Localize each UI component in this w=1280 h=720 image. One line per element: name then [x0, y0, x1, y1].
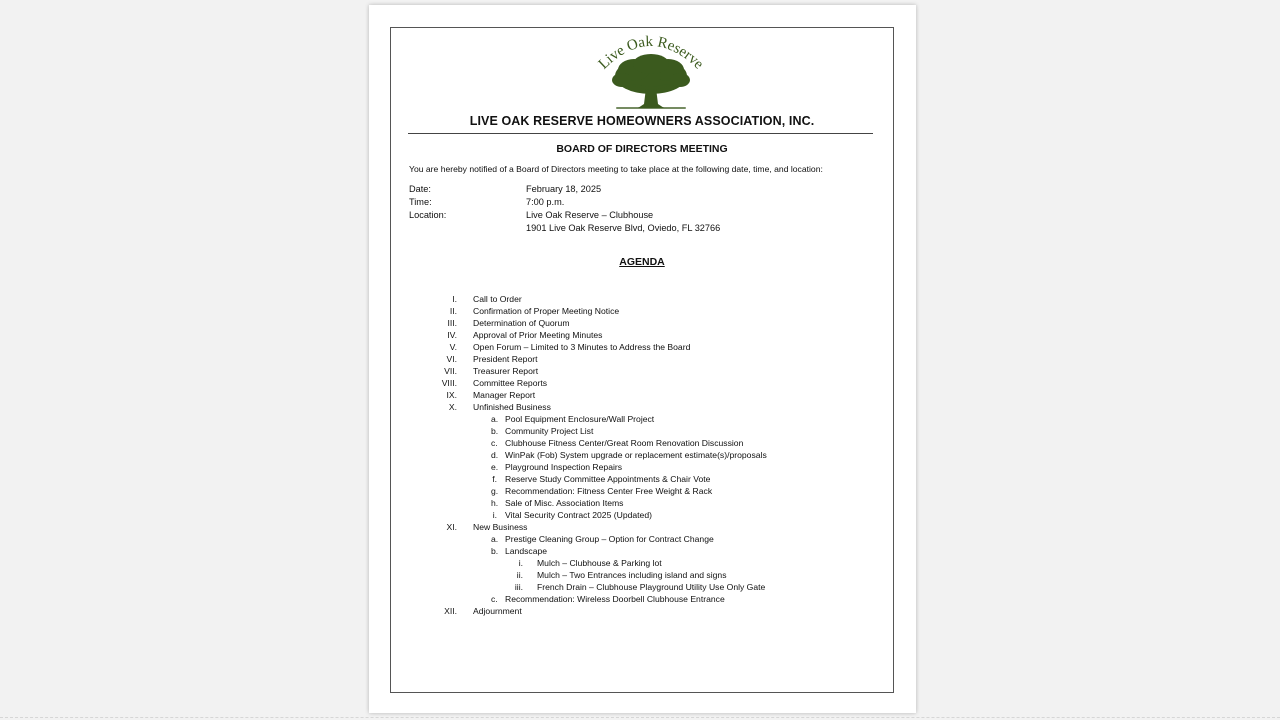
agenda-item-number: a.: [491, 414, 499, 424]
agenda-item-text: WinPak (Fob) System upgrade or replacement estimate(s)/proposals: [505, 450, 767, 460]
document-page: [369, 5, 916, 713]
agenda-item-text: Unfinished Business: [473, 402, 551, 412]
time-value: 7:00 p.m.: [526, 197, 565, 207]
agenda-item-text: Playground Inspection Repairs: [505, 462, 623, 472]
agenda-item-text: Landscape: [505, 546, 548, 556]
address-value: 1901 Live Oak Reserve Blvd, Oviedo, FL 32766: [526, 223, 721, 233]
agenda-item-number: c.: [491, 438, 498, 448]
agenda-item-text: Call to Order: [473, 294, 522, 304]
agenda-item-text: Vital Security Contract 2025 (Updated): [505, 510, 652, 520]
location-label: Location:: [409, 210, 447, 220]
agenda-item-number: II.: [449, 306, 457, 316]
meeting-title: BOARD OF DIRECTORS MEETING: [556, 143, 728, 155]
agenda-item-number: a.: [491, 534, 499, 544]
agenda-item-number: d.: [491, 450, 499, 460]
agenda-item-text: Approval of Prior Meeting Minutes: [473, 330, 603, 340]
agenda-item-text: Manager Report: [473, 390, 536, 400]
location-row: [409, 209, 720, 222]
location-value: Live Oak Reserve – Clubhouse: [526, 210, 654, 220]
agenda-item-number: h.: [491, 498, 499, 508]
agenda-item-text: President Report: [473, 354, 538, 364]
agenda-item-text: Sale of Misc. Association Items: [505, 498, 624, 508]
agenda-item-number: VIII.: [441, 378, 457, 388]
agenda-item-text: Recommendation: Wireless Doorbell Clubhouse Entrance: [505, 594, 725, 604]
agenda-item-text: Open Forum – Limited to 3 Minutes to Address the Board: [473, 342, 691, 352]
agenda-item-number: VI.: [446, 354, 457, 364]
agenda-item-number: V.: [449, 342, 457, 352]
agenda-item-number: IX.: [446, 390, 457, 400]
agenda-item-text: Reserve Study Committee Appointments & Chair Vote: [505, 474, 711, 484]
agenda-heading: AGENDA: [619, 256, 665, 268]
agenda-item-text: Mulch – Clubhouse & Parking lot: [537, 558, 662, 568]
agenda-item-text: Recommendation: Fitness Center Free Weight & Rack: [505, 486, 713, 496]
address-row: [409, 222, 720, 235]
agenda-item-number: IV.: [447, 330, 457, 340]
agenda-item-number: XI.: [446, 522, 457, 532]
agenda-item-number: b.: [491, 426, 499, 436]
agenda-item-number: I.: [452, 294, 457, 304]
agenda-item-number: III.: [447, 318, 457, 328]
agenda-item-number: X.: [448, 402, 457, 412]
agenda-item-text: Community Project List: [505, 426, 594, 436]
agenda-item-number: XII.: [444, 606, 457, 616]
agenda-item-text: Confirmation of Proper Meeting Notice: [473, 306, 620, 316]
oak-tree-icon: [586, 30, 716, 112]
agenda-item-number: e.: [491, 462, 499, 472]
page-border: [390, 27, 894, 693]
association-title: LIVE OAK RESERVE HOMEOWNERS ASSOCIATION, INC.: [469, 114, 815, 128]
page-separator: [0, 717, 1280, 718]
logo-text: Live Oak Reserve: [595, 33, 707, 73]
agenda-item-number: f.: [492, 474, 497, 484]
title-divider: [408, 133, 873, 134]
agenda-item-text: Clubhouse Fitness Center/Great Room Renovation Discussion: [505, 438, 744, 448]
agenda-item-text: Determination of Quorum: [473, 318, 570, 328]
agenda-item-number: i.: [518, 558, 523, 568]
agenda-item-text: Committee Reports: [473, 378, 548, 388]
agenda-item-text: New Business: [473, 522, 528, 532]
agenda-item-number: iii.: [514, 582, 523, 592]
agenda-item-number: ii.: [516, 570, 523, 580]
agenda-item-number: i.: [492, 510, 497, 520]
time-row: [409, 196, 720, 209]
meeting-notice: You are hereby notified of a Board of Directors meeting to take place at the following date, time, and location:: [409, 164, 823, 174]
agenda-item-text: Adjournment: [473, 606, 522, 616]
agenda-item-text: Prestige Cleaning Group – Option for Contract Change: [505, 534, 714, 544]
agenda-item-number: c.: [491, 594, 498, 604]
agenda-item-number: VII.: [444, 366, 457, 376]
agenda-item-text: Treasurer Report: [473, 366, 539, 376]
agenda-item-text: Pool Equipment Enclosure/Wall Project: [505, 414, 655, 424]
agenda-item-text: Mulch – Two Entrances including island and signs: [537, 570, 727, 580]
date-label: Date:: [409, 184, 431, 194]
date-value: February 18, 2025: [526, 184, 602, 194]
date-row: [409, 183, 720, 196]
agenda-item-text: French Drain – Clubhouse Playground Utility Use Only Gate: [537, 582, 766, 592]
agenda-item-number: b.: [491, 546, 499, 556]
meeting-details: [409, 183, 720, 235]
time-label: Time:: [409, 197, 432, 207]
agenda-item-number: g.: [491, 486, 499, 496]
